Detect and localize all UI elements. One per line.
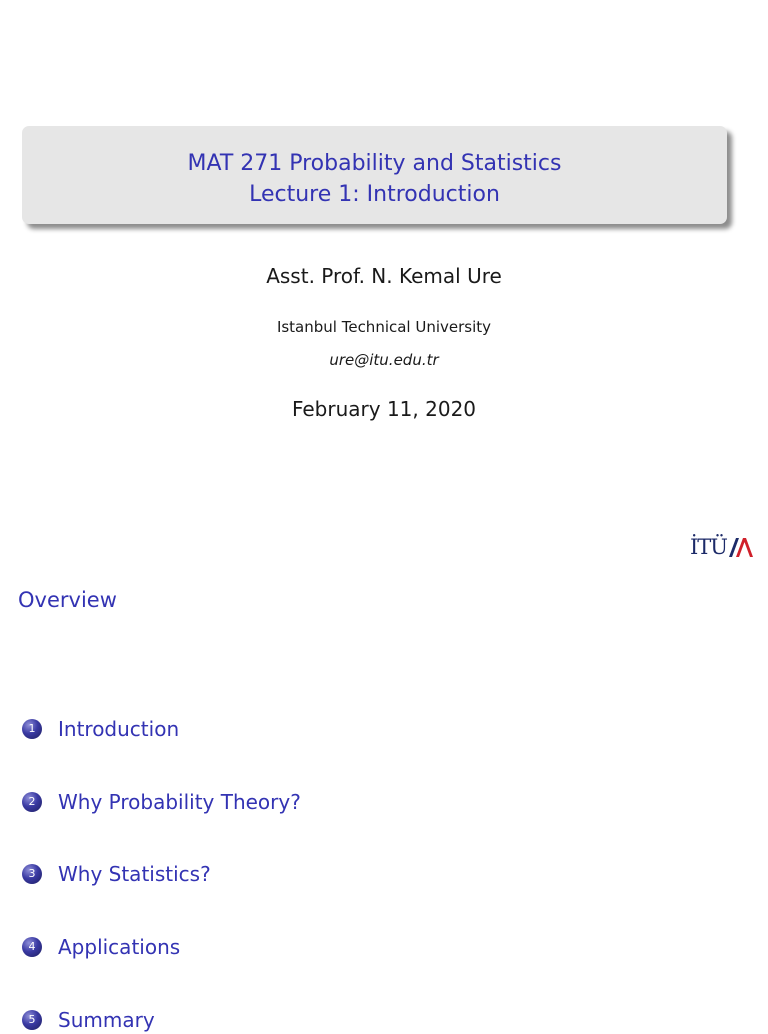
toc-number-ball-icon: 4 [22,937,42,957]
author: Asst. Prof. N. Kemal Ure [266,264,502,288]
toc-item-why-statistics[interactable] [22,860,211,888]
date: February 11, 2020 [291,397,477,421]
overview-heading: Overview [18,588,117,612]
title-line-2: Lecture 1: Introduction [249,182,500,207]
toc-item-label: Introduction [58,717,180,741]
toc-item-summary[interactable] [22,1006,155,1034]
toc-item-label: Applications [58,935,181,959]
toc-item-introduction[interactable] [22,715,179,743]
toc-number-ball-icon: 1 [22,719,42,739]
institute: Istanbul Technical University [276,318,492,336]
title-box [22,126,727,224]
itu-logo [690,533,762,561]
email: ure@itu.edu.tr [329,351,439,369]
itu-logo-text: İTÜ [690,535,728,559]
toc-number-ball-icon: 5 [22,1010,42,1030]
title-line-1: MAT 271 Probability and Statistics [187,151,562,176]
toc-item-label: Why Probability Theory? [58,790,301,814]
toc-item-applications[interactable] [22,933,180,961]
toc-number-ball-icon: 3 [22,864,42,884]
toc-number-ball-icon: 2 [22,792,42,812]
toc-item-label: Why Statistics? [58,862,211,886]
itu-logo-mark-icon [728,536,754,558]
toc-item-label: Summary [58,1008,155,1032]
toc-item-why-probability-theory[interactable] [22,788,301,816]
